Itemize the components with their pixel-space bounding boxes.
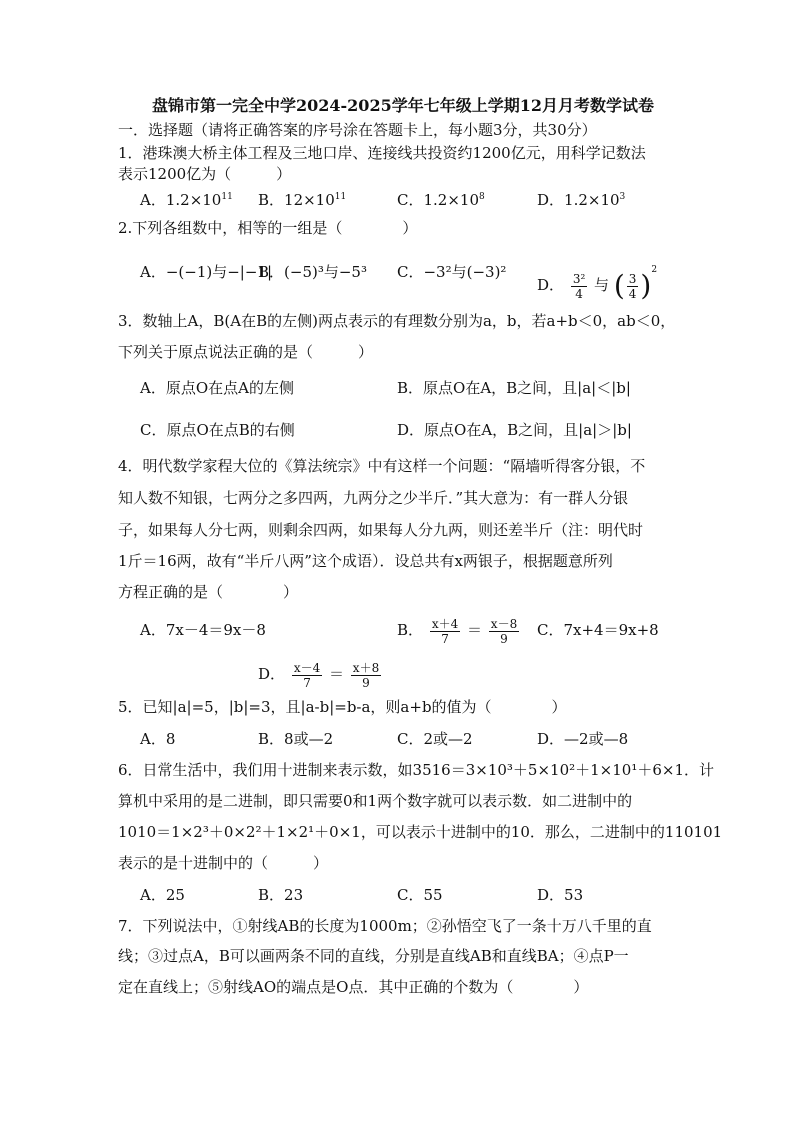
q5-option-c: C．2或—2: [397, 730, 473, 748]
q2-d-fraction-1: $\frac{\text{3²}}{4}$: [572, 271, 586, 301]
q6-option-c: C．55: [397, 886, 443, 904]
q4-stem-line1: 4．明代数学家程大位的《算法统宗》中有这样一个问题：“隔墙听得客分银，不: [118, 457, 646, 475]
q1-stem-line2: 表示1200亿为（ ）: [118, 165, 292, 183]
q2-option-b: B．(−5)³与−5³: [258, 263, 367, 281]
q6-option-b: B．23: [258, 886, 304, 904]
q3-option-b: B．原点O在A，B之间，且|a|＜|b|: [397, 379, 631, 397]
q3-stem-line1: 3．数轴上A，B(A在B的左侧)两点表示的有理数分别为a，b，若a+b＜0，ab＜0，: [118, 312, 676, 330]
q6-option-d: D．53: [537, 886, 584, 904]
q4-option-b: B． $\frac{x+4}{7}$ ＝ $\frac{x-8}{9}$: [397, 616, 518, 646]
q4-stem-line5: 方程正确的是（ ）: [118, 583, 299, 601]
section-heading: 一．选择题（请将正确答案的序号涂在答题卡上，每小题3分，共30分）: [118, 121, 597, 139]
q4-option-c: C．7x+4＝9x+8: [537, 621, 659, 639]
q2-option-a: A．−(−1)与−|−1|: [140, 263, 273, 281]
q1-option-c: C．$1.2\times 10^8$: [397, 191, 485, 209]
q4-stem-line3: 子，如果每人分七两，则剩余四两，如果每人分九两，则还差半斤（注：明代时: [118, 521, 644, 539]
q7-stem-line3: 定在直线上；⑤射线AO的端点是O点．其中正确的个数为（ ）: [118, 978, 589, 996]
q1-option-a: A．$1.2\times 10^{11}$: [140, 191, 233, 209]
q4-b-fraction-2: $\frac{x-8}{9}$: [490, 616, 518, 646]
q6-stem-line2: 算机中采用的是二进制，即只需要0和1两个数字就可以表示数．如二进制中的: [118, 792, 633, 810]
q1-option-d: D．$1.2\times 10^3$: [537, 191, 626, 209]
q1-stem-line1: 1．港珠澳大桥主体工程及三地口岸、连接线共投资约1200亿元，用科学记数法: [118, 144, 646, 162]
q4-b-fraction-1: $\frac{x+4}{7}$: [431, 616, 459, 646]
exam-title: 盘锦市第一完全中学2024-2025学年七年级上学期12月月考数学试卷: [152, 96, 654, 115]
q4-stem-line2: 知人数不知银，七两分之多四两，九两分之少半斤．”其大意为：有一群人分银: [118, 489, 629, 507]
q3-option-a: A．原点O在点A的左侧: [140, 379, 294, 397]
q7-stem-line1: 7．下列说法中，①射线AB的长度为1000m；②孙悟空飞了一条十万八千里的直: [118, 917, 652, 935]
q2-stem: 2.下列各组数中，相等的一组是（ ）: [118, 219, 418, 237]
q5-option-b: B．8或—2: [258, 730, 334, 748]
q3-option-c: C．原点O在点B的右侧: [140, 421, 295, 439]
q5-stem: 5．已知|a|=5，|b|=3，且|a-b|=b-a，则a+b的值为（ ）: [118, 698, 567, 716]
q2-option-c: C．−3²与(−3)²: [397, 263, 507, 281]
q4-stem-line4: 1斤＝16两，故有“半斤八两”这个成语）．设总共有x两银子，根据题意所列: [118, 552, 613, 570]
q3-option-d: D．原点O在A，B之间，且|a|＞|b|: [397, 421, 632, 439]
q2-d-fraction-2: $\frac{3}{4}$: [628, 271, 637, 301]
q5-option-a: A．8: [140, 730, 176, 748]
q6-stem-line1: 6．日常生活中，我们用十进制来表示数，如3516＝3×10³＋5×10²＋1×10¹＋6×1．计: [118, 761, 715, 779]
q4-d-fraction-2: $\frac{x+8}{9}$: [352, 660, 380, 690]
q5-option-d: D．—2或—8: [537, 730, 629, 748]
q6-stem-line3: 1010＝1×2³＋0×2²＋1×2¹＋0×1，可以表示十进制中的10．那么，二进制中的110101: [118, 823, 723, 841]
q3-stem-line2: 下列关于原点说法正确的是（ ）: [118, 343, 374, 361]
q6-option-a: A．25: [140, 886, 185, 904]
q4-option-a: A．7x－4＝9x－8: [140, 621, 266, 639]
q1-option-b: B．$12\times 10^{11}$: [258, 191, 347, 209]
q7-stem-line2: 线；③过点A，B可以画两条不同的直线，分别是直线AB和直线BA；④点P一: [118, 947, 629, 965]
q4-option-d: D． $\frac{x-4}{7}$ ＝ $\frac{x+8}{9}$: [258, 660, 380, 690]
q6-stem-line4: 表示的是十进制中的（ ）: [118, 854, 329, 872]
q2-option-d: D． $\frac{\text{3²}}{4}$ 与 ( $\frac{3}{4}$ )$^2$: [537, 265, 658, 302]
q4-d-fraction-1: $\frac{x-4}{7}$: [293, 660, 321, 690]
